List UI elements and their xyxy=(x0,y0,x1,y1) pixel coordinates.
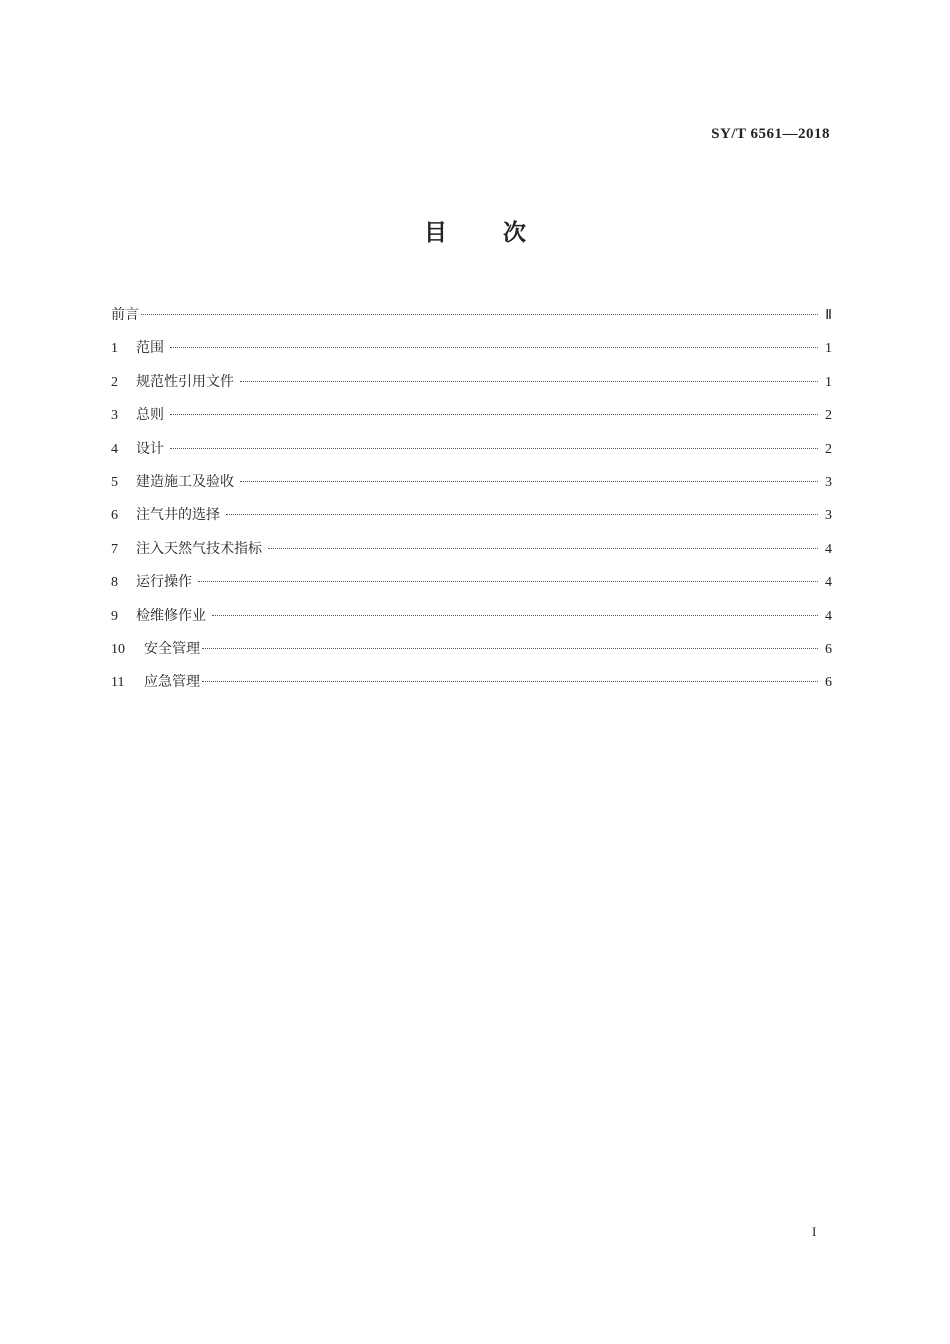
toc-entry-7[interactable] xyxy=(111,537,832,570)
toc-entry-page: 2 xyxy=(825,441,832,457)
toc-leader-dots xyxy=(212,614,818,616)
toc-leader-dots xyxy=(141,313,818,315)
toc-leader-dots xyxy=(170,447,818,449)
toc-entry-number: 8 xyxy=(111,575,118,591)
toc-entry-page: 4 xyxy=(825,541,832,557)
toc-leader-dots xyxy=(202,680,818,682)
toc-leader-dots xyxy=(240,480,818,482)
toc-entry-page: 3 xyxy=(825,474,832,490)
toc-entry-number: 6 xyxy=(111,508,118,524)
toc-entry-number: 2 xyxy=(111,374,118,390)
toc-entry-page: 1 xyxy=(825,374,832,390)
toc-entry-label: 注入天然气技术指标 xyxy=(136,540,262,557)
toc-leader-dots xyxy=(240,380,818,382)
toc-entry-label: 检维修作业 xyxy=(136,607,206,624)
toc-entry-number: 11 xyxy=(111,675,125,691)
toc-entry-foreword[interactable] xyxy=(111,303,832,336)
toc-entry-number: 4 xyxy=(111,441,118,457)
toc-leader-dots xyxy=(170,413,818,415)
toc-entry-label: 前言 xyxy=(111,307,139,323)
toc-entry-label: 规范性引用文件 xyxy=(136,373,234,390)
toc-leader-dots xyxy=(268,547,818,549)
toc-entry-10[interactable] xyxy=(111,637,832,670)
toc-title-char-2: 次 xyxy=(503,220,526,246)
page-number: I xyxy=(812,1224,817,1239)
toc-leader-dots xyxy=(198,580,818,582)
toc-leader-dots xyxy=(226,513,818,515)
toc-entry-label: 建造施工及验收 xyxy=(136,473,234,490)
toc-entry-number: 5 xyxy=(111,474,118,490)
toc-entry-page: 4 xyxy=(825,575,832,591)
toc-entry-label: 设计 xyxy=(136,440,164,457)
toc-entry-number: 3 xyxy=(111,408,118,424)
toc-entry-2[interactable] xyxy=(111,370,832,403)
toc-entry-label: 应急管理 xyxy=(144,674,200,691)
toc-entry-6[interactable] xyxy=(111,503,832,536)
toc-entry-number: 10 xyxy=(111,641,125,657)
toc-entry-9[interactable] xyxy=(111,604,832,637)
toc-entry-4[interactable] xyxy=(111,437,832,470)
toc-leader-dots xyxy=(170,346,818,348)
toc-entry-1[interactable] xyxy=(111,336,832,369)
toc-title-char-1: 目 xyxy=(423,220,447,246)
toc-entry-8[interactable] xyxy=(111,570,832,603)
toc-entry-5[interactable] xyxy=(111,470,832,503)
toc-entry-page: 1 xyxy=(825,341,832,357)
toc-entry-label: 范围 xyxy=(136,340,164,357)
toc-entry-page: 6 xyxy=(825,641,832,657)
toc-entry-label: 注气井的选择 xyxy=(136,507,220,524)
table-of-contents xyxy=(111,303,832,704)
toc-entry-label: 总则 xyxy=(136,407,164,424)
toc-leader-dots xyxy=(202,647,818,649)
toc-entry-page: 3 xyxy=(825,508,832,524)
toc-title xyxy=(0,214,950,247)
toc-entry-11[interactable] xyxy=(111,670,832,703)
toc-entry-number: 7 xyxy=(111,541,118,557)
toc-entry-page: 2 xyxy=(825,408,832,424)
toc-entry-page: 6 xyxy=(825,675,832,691)
toc-entry-label: 安全管理 xyxy=(144,640,200,657)
toc-entry-number: 9 xyxy=(111,608,118,624)
toc-entry-3[interactable] xyxy=(111,403,832,436)
toc-entry-label: 运行操作 xyxy=(136,574,192,591)
toc-entry-page: 4 xyxy=(825,608,832,624)
toc-entry-page: Ⅱ xyxy=(825,308,832,323)
toc-entry-number: 1 xyxy=(111,341,118,357)
standard-code: SY/T 6561—2018 xyxy=(711,126,830,142)
